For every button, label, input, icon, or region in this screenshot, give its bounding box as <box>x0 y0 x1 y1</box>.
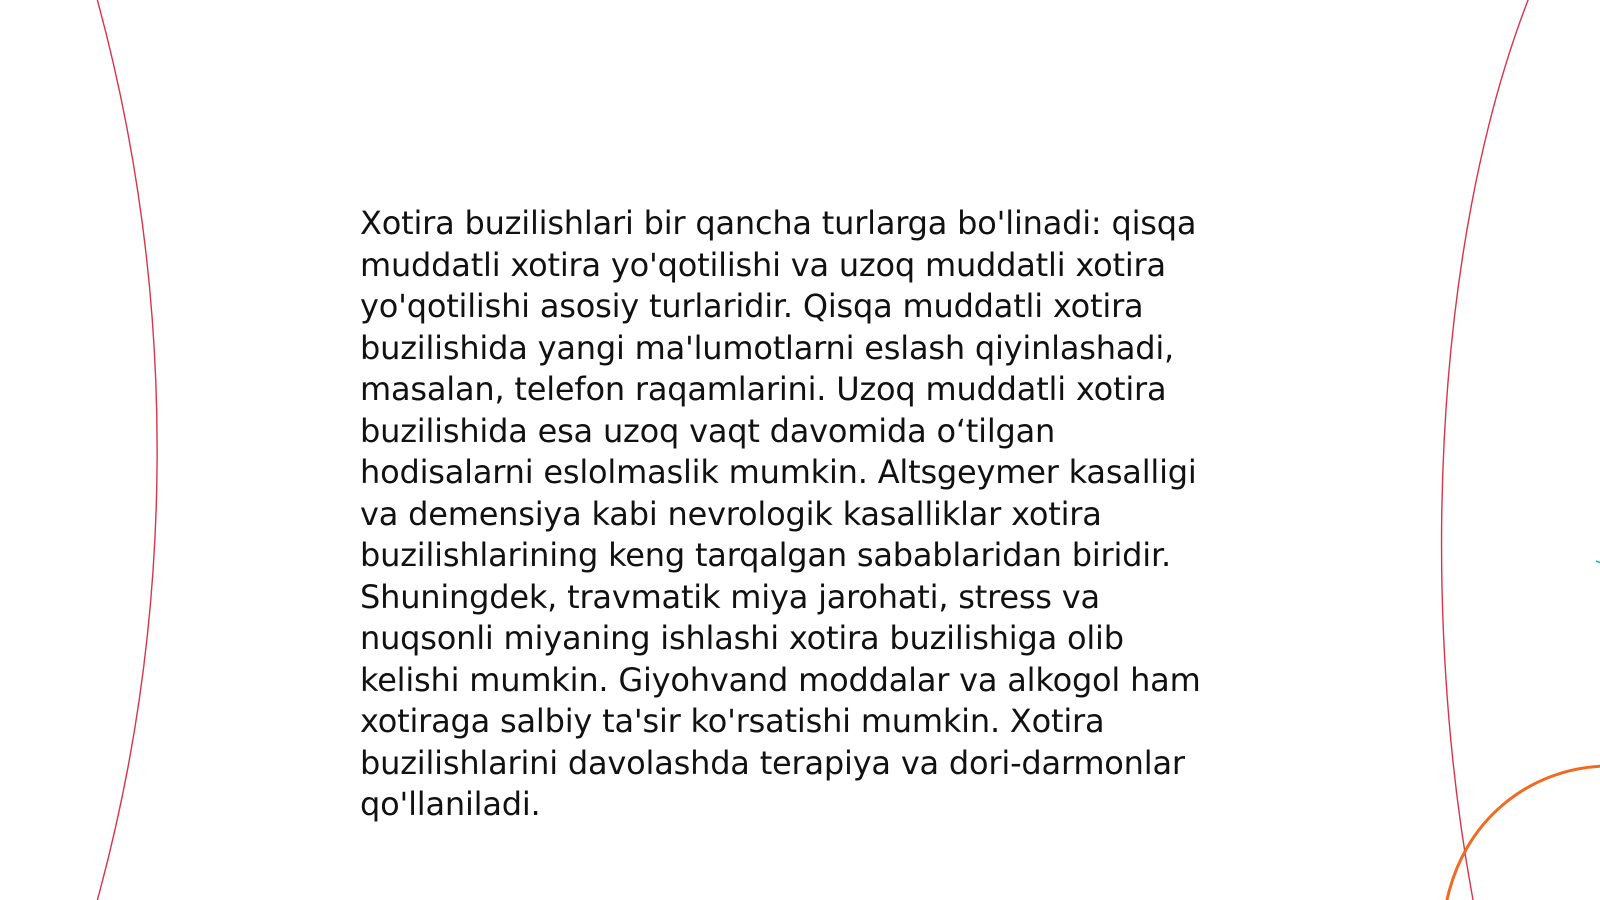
paragraph-line: buzilishida yangi ma'lumotlarni eslash qiyinlashadi, <box>360 328 1175 367</box>
paragraph-line: va demensiya kabi nevrologik kasalliklar xotira <box>360 494 1102 533</box>
body-paragraph <box>360 203 1240 826</box>
paragraph-line: muddatli xotira yo'qotilishi va uzoq muddatli xotira <box>360 245 1166 284</box>
small-accent-mark <box>1596 561 1600 563</box>
paragraph-line: xotiraga salbiy ta'sir ko'rsatishi mumkin. Xotira <box>360 702 1105 740</box>
paragraph-line: hodisalarni eslolmaslik mumkin. Altsgeymer kasalligi <box>360 453 1197 491</box>
paragraph-line: Shuningdek, travmatik miya jarohati, stress va <box>360 577 1100 616</box>
left-curve-line <box>96 0 157 900</box>
paragraph-line: nuqsonli miyaning ishlashi xotira buzilishiga olib <box>360 619 1124 657</box>
paragraph-line: yo'qotilishi asosiy turlaridir. Qisqa muddatli xotira <box>360 287 1144 325</box>
paragraph-line: qo'llaniladi. <box>360 785 541 823</box>
paragraph-line: buzilishlarining keng tarqalgan sabablaridan biridir. <box>360 536 1171 574</box>
paragraph-line: Xotira buzilishlari bir qancha turlarga bo'linadi: qisqa <box>360 204 1197 242</box>
paragraph-line: buzilishida esa uzoq vaqt davomida o‘tilgan <box>360 411 1056 450</box>
right-curve-line <box>1442 0 1530 900</box>
paragraph-line: buzilishlarini davolashda terapiya va dori-darmonlar <box>360 743 1185 782</box>
paragraph-line: kelishi mumkin. Giyohvand moddalar va alkogol ham <box>360 660 1201 699</box>
paragraph-line: masalan, telefon raqamlarini. Uzoq muddatli xotira <box>360 370 1167 408</box>
